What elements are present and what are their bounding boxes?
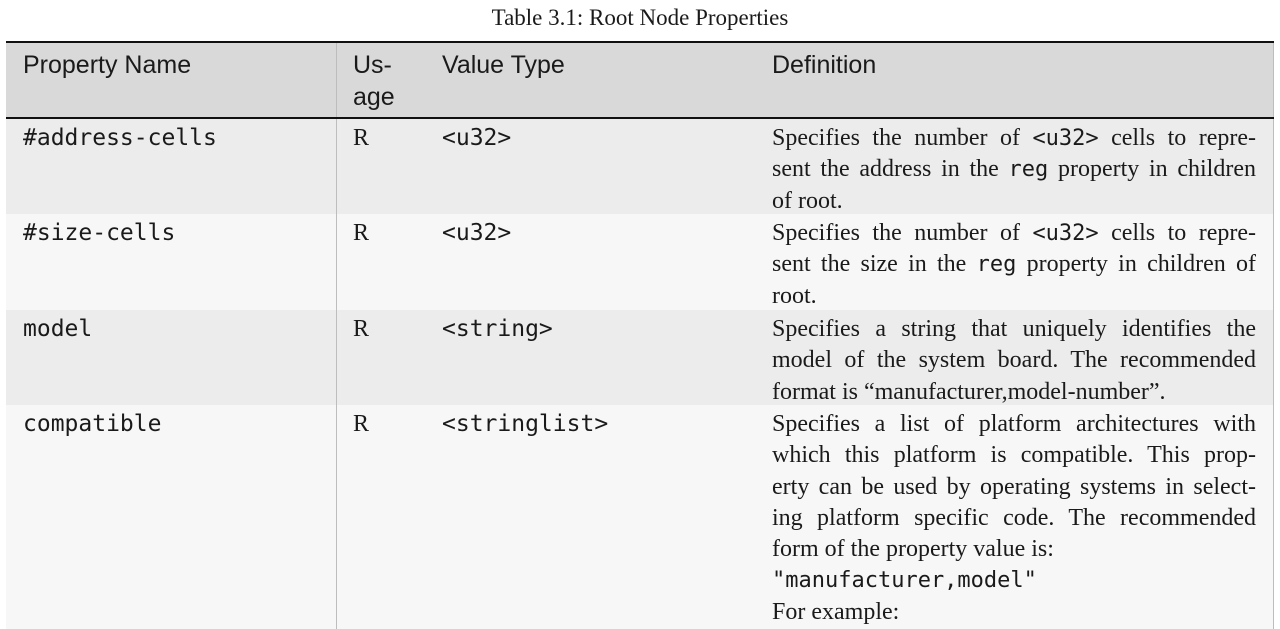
- definition-line: Specifies a list of platform architectures with: [772, 411, 1256, 437]
- usage-cell: R: [353, 220, 370, 246]
- definition-line: For example:: [772, 598, 900, 625]
- value-type-cell: <string>: [442, 316, 553, 342]
- column-divider: [1273, 43, 1274, 117]
- definition-line: ing platform specific code. The recommended: [772, 504, 1256, 531]
- column-divider: [336, 214, 337, 310]
- definition-line: sent the address in the reg property in children: [772, 156, 1256, 183]
- definition-line: Specifies a string that uniquely identifies the: [772, 316, 1256, 342]
- usage-cell: R: [353, 316, 370, 342]
- definition-line: Specifies the number of <u32> cells to repre-: [772, 220, 1256, 246]
- table-header: [6, 43, 1274, 117]
- column-divider: [1273, 310, 1274, 405]
- definition-line: format is “manufacturer,model-number”.: [772, 378, 1166, 405]
- property-name-cell: #address-cells: [23, 125, 217, 151]
- table-caption: Table 3.1: Root Node Properties: [491, 5, 789, 30]
- definition-line: which this platform is compatible. This prop-: [772, 442, 1256, 469]
- column-divider: [336, 310, 337, 405]
- column-header-property-name: Property Name: [23, 51, 192, 79]
- definition-line: model of the system board. The recommended: [772, 347, 1256, 374]
- definition-cell: [772, 218, 1256, 312]
- column-header-usage: [353, 49, 395, 113]
- column-divider: [1273, 405, 1274, 629]
- definition-line: erty can be used by operating systems in select-: [772, 473, 1256, 500]
- table-row: [6, 214, 1274, 310]
- column-divider: [1273, 214, 1274, 310]
- column-divider: [1273, 119, 1274, 214]
- definition-line: Specifies the number of <u32> cells to repre-: [772, 125, 1256, 151]
- table-row: [6, 310, 1274, 405]
- definition-line: sent the size in the reg property in children of: [772, 251, 1256, 278]
- definition-line: "manufacturer,model": [772, 568, 1037, 594]
- definition-line: root.: [772, 282, 817, 309]
- column-divider: [336, 43, 337, 117]
- column-divider: [336, 405, 337, 629]
- column-header-value-type: Value Type: [442, 51, 565, 79]
- property-name-cell: #size-cells: [23, 220, 176, 246]
- value-type-cell: <u32>: [442, 220, 512, 246]
- value-type-cell: <stringlist>: [442, 411, 609, 437]
- table-row: [6, 405, 1274, 629]
- property-name-cell: model: [23, 316, 93, 342]
- column-header-usage-line2: age: [353, 83, 395, 111]
- definition-line: of root.: [772, 187, 843, 214]
- usage-cell: R: [353, 411, 370, 437]
- property-name-cell: compatible: [23, 411, 162, 437]
- definition-cell: [772, 409, 1256, 628]
- usage-cell: R: [353, 125, 370, 151]
- value-type-cell: <u32>: [442, 125, 512, 151]
- table-row: [6, 119, 1274, 214]
- definition-cell: [772, 314, 1256, 408]
- column-header-usage-line1: Us-: [353, 51, 392, 79]
- column-header-definition: Definition: [772, 51, 877, 79]
- definition-cell: [772, 123, 1256, 217]
- column-divider: [336, 119, 337, 214]
- definition-line: form of the property value is:: [772, 536, 1054, 563]
